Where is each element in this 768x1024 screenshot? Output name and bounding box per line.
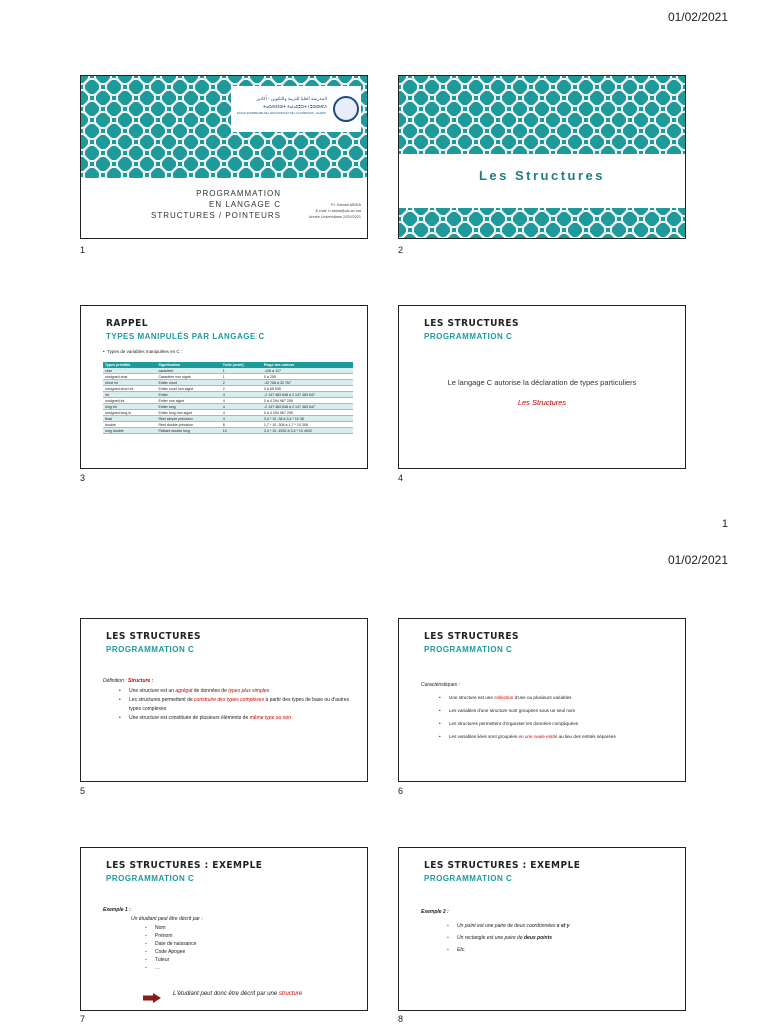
- table-cell: -32 768 à 32 767: [262, 380, 353, 386]
- table-header-cell: Taille (octet): [221, 362, 262, 368]
- list-item: • Les variables liées sont groupées en une seule entité au lieu des entités séparées: [439, 730, 674, 743]
- table-cell: Flottant double long: [156, 428, 220, 434]
- example-list: [447, 920, 667, 956]
- table-cell: 10: [221, 428, 262, 434]
- characteristics-list: [439, 691, 674, 743]
- table-cell: 0 à 255: [262, 374, 353, 380]
- list-item: ▪ Date de naissance: [145, 940, 196, 948]
- table-cell: Entier non signé: [156, 398, 220, 404]
- table-cell: 4: [221, 398, 262, 404]
- logo-emblem: [333, 96, 359, 122]
- slide-pattern: [399, 208, 685, 239]
- slide-number: 4: [398, 473, 404, 483]
- logo-text-ar: المدرسة العليا للتربية والتكوين - أكادير: [256, 96, 327, 101]
- table-cell: 2: [221, 386, 262, 392]
- table-header-cell: Types primitifs: [103, 362, 156, 368]
- slide-5: [80, 618, 368, 782]
- table-cell: long double: [103, 428, 156, 434]
- table-cell: Réel simple précision: [156, 416, 220, 422]
- title-line-3: STRUCTURES / POINTEURS: [150, 211, 281, 220]
- logo-text-latin: ⵜⴰⵙⴷⵍⵉⵙⵜ ⵜⴰⵏⴰⵎⵓⵔⵜ ⵏ ⵓⵙⵙⵍⵎⴷ: [262, 105, 327, 109]
- list-item: • Une structure est un agrégat de données de types plus simples: [119, 687, 354, 696]
- slide-number: 1: [80, 245, 86, 255]
- table-cell: 3,4 * 10 -4932 à 3,4 * 10 4932: [262, 428, 353, 434]
- list-item: ▪ Nom: [145, 924, 196, 932]
- slide-number: 8: [398, 1014, 404, 1024]
- slide-pattern: [399, 76, 685, 154]
- types-table: [103, 362, 353, 434]
- slide-title: Les Structures: [478, 168, 606, 183]
- slide-subtitle: PROGRAMMATION C: [106, 645, 195, 654]
- table-cell: long int: [103, 404, 156, 410]
- school-logo: [231, 86, 361, 132]
- list-item: ▪ Code Apogee: [145, 948, 196, 956]
- author-info: [286, 202, 361, 220]
- list-item: • Les variables d'une structure sont groupées sous un seul nom: [439, 704, 674, 717]
- table-cell: 1,7 * 10 -308 à 1,7 * 10 308: [262, 422, 353, 428]
- list-item: ▪ Un point est une paire de deux coordonnées x et y: [447, 920, 667, 932]
- list-item: ▪ Tuteur: [145, 956, 196, 964]
- characteristics-label: Caractéristiques :: [421, 682, 460, 688]
- table-header-cell: Signification: [156, 362, 220, 368]
- title-line-2: EN LANGAGE C: [208, 200, 281, 209]
- emphasis-line: Les Structures: [517, 398, 567, 407]
- slide-title: LES STRUCTURES: [424, 631, 519, 642]
- table-cell: 1: [221, 374, 262, 380]
- list-item: • Les structures permettent de construire des types complexes à partir des types de base ou d'autres types complexes: [119, 696, 354, 714]
- table-cell: 3,4 * 10 -38 à 3,4 * 10 38: [262, 416, 353, 422]
- slide-number: 7: [80, 1014, 86, 1024]
- table-cell: float: [103, 416, 156, 422]
- slide-title: LES STRUCTURES : EXEMPLE: [424, 860, 581, 871]
- table-cell: Réel double précision: [156, 422, 220, 428]
- slide-8: [398, 847, 686, 1011]
- table-cell: unsigned int: [103, 398, 156, 404]
- slide-6: [398, 618, 686, 782]
- intro-line: Le langage C autorise la déclaration de types particuliers: [447, 378, 637, 387]
- example-label: Exemple 1 :: [103, 907, 131, 913]
- list-item: ▪ Un rectangle est une paire de deux points: [447, 932, 667, 944]
- table-cell: -128 à 127: [262, 368, 353, 374]
- table-cell: short int: [103, 380, 156, 386]
- table-header-cell: Plage des valeurs: [262, 362, 353, 368]
- table-cell: Entier court non signé: [156, 386, 220, 392]
- slide-subtitle: PROGRAMMATION C: [106, 874, 195, 883]
- list-item: ▪ Etc.: [447, 944, 667, 956]
- slide-3: [80, 305, 368, 469]
- slide-subtitle: PROGRAMMATION C: [424, 332, 513, 341]
- table-cell: unsigned char: [103, 374, 156, 380]
- slide-subtitle: TYPES MANIPULÉS PAR LANGAGE C: [106, 332, 265, 341]
- list-item: ▪ …: [145, 964, 196, 972]
- table-cell: 0 à 4 294 967 295: [262, 398, 353, 404]
- table-cell: Entier long non signé: [156, 410, 220, 416]
- presentation-title: [81, 188, 281, 221]
- definition-label: Définition : Structure :: [103, 678, 154, 684]
- table-cell: int: [103, 392, 156, 398]
- table-cell: -2 147 483 648 à 2 147 483 647: [262, 392, 353, 398]
- slide-number: 5: [80, 786, 86, 796]
- table-cell: 4: [221, 392, 262, 398]
- table-cell: unsigned short int: [103, 386, 156, 392]
- table-row: [103, 428, 353, 434]
- slide-2: [398, 75, 686, 239]
- slide-title: LES STRUCTURES: [106, 631, 201, 642]
- conclusion: L'étudiant peut donc être décrit par une structure: [173, 991, 303, 997]
- table-cell: 4: [221, 404, 262, 410]
- list-item: • Une structure est une collection d'une ou plusieurs variables: [439, 691, 674, 704]
- date-top: 01/02/2021: [667, 10, 728, 24]
- table-cell: 2: [221, 380, 262, 386]
- author-email: E-mail: h.abida@uiz.ac.ma: [315, 209, 361, 213]
- slide-4: [398, 305, 686, 469]
- date-bottom: 01/02/2021: [667, 553, 728, 567]
- table-cell: Entier court: [156, 380, 220, 386]
- definition-list: [119, 687, 354, 723]
- slide-1: [80, 75, 368, 239]
- table-cell: -2 147 483 648 à 2 147 483 647: [262, 404, 353, 410]
- table-cell: 4: [221, 416, 262, 422]
- list-item: ▪ Prénom: [145, 932, 196, 940]
- right-arrow-icon: [143, 990, 161, 1000]
- table-cell: 8: [221, 422, 262, 428]
- attribute-list: [145, 924, 196, 972]
- table-cell: 0 à 4 294 967 295: [262, 410, 353, 416]
- slide-subtitle: PROGRAMMATION C: [424, 874, 513, 883]
- page-number: 1: [721, 518, 728, 530]
- table-cell: 1: [221, 368, 262, 374]
- list-item: • Les structures permettent d'organiser les données compliquées: [439, 717, 674, 730]
- table-cell: Caractère non signé: [156, 374, 220, 380]
- intro-text: • Types de variables manipulées en C :: [103, 349, 183, 354]
- slide-subtitle: PROGRAMMATION C: [424, 645, 513, 654]
- table-cell: Entier: [156, 392, 220, 398]
- table-cell: double: [103, 422, 156, 428]
- slide-number: 6: [398, 786, 404, 796]
- slide-title: LES STRUCTURES : EXEMPLE: [106, 860, 263, 871]
- slide-7: [80, 847, 368, 1011]
- logo-text-fr: ECOLE SUPERIEURE DE L'EDUCATION ET DE LA FORMATION - AGADIR: [237, 112, 326, 115]
- table-cell: caractère: [156, 368, 220, 374]
- table-cell: unsigned long in: [103, 410, 156, 416]
- table-cell: Entier long: [156, 404, 220, 410]
- example-intro: Un étudiant peut être décrit par :: [131, 916, 203, 922]
- table-cell: 4: [221, 410, 262, 416]
- slide-number: 2: [398, 245, 404, 255]
- author-name: Pr. Hamza ABIDA: [331, 203, 361, 207]
- slide-number: 3: [80, 473, 86, 483]
- academic-year: Année Universitaire 2020/2021: [308, 215, 361, 219]
- table-cell: char: [103, 368, 156, 374]
- title-line-1: PROGRAMMATION: [196, 189, 281, 198]
- example-label: Exemple 2 :: [421, 909, 449, 915]
- table-cell: 0 à 65 535: [262, 386, 353, 392]
- slide-title: RAPPEL: [106, 318, 148, 329]
- slide-title: LES STRUCTURES: [424, 318, 519, 329]
- list-item: • Une structure est constituée de plusieurs éléments de même type ou non: [119, 714, 354, 723]
